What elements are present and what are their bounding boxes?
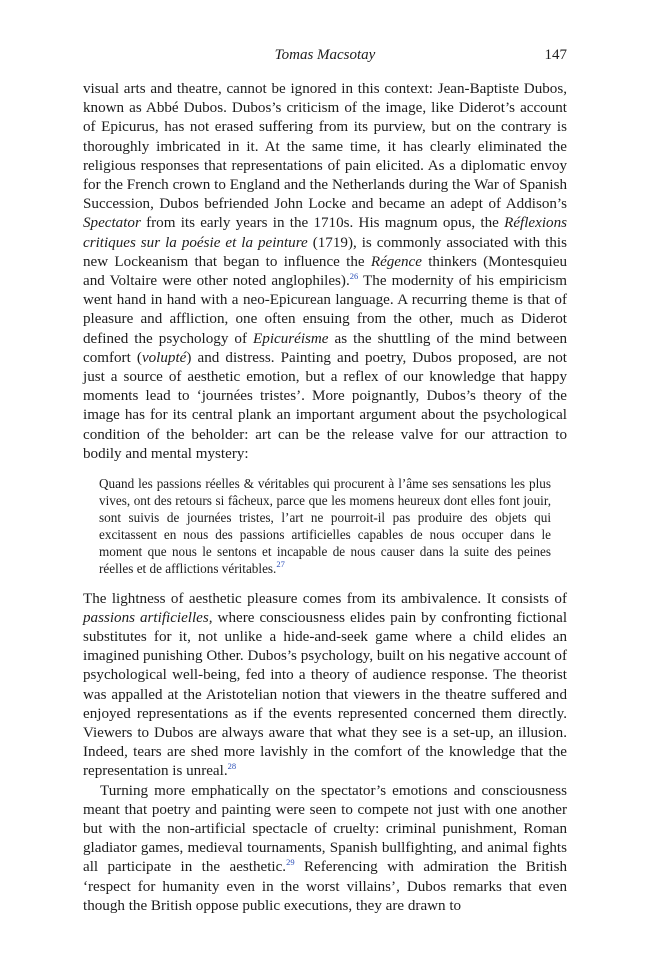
- book-page: [83, 44, 567, 916]
- paragraph-aesthetic-pleasure: The lightness of aesthetic pleasure comes from its ambivalence. It consists of passions artificielles, where consciousness elides pain by confronting fictional substitutes for it, not unlike a hide-and-seek game where a child elides an imagined punishing Other. Dubos’s psychology, built on his negative account of psychological well-being, fed into a theory of audience response. The theorist was appalled at the Aristotelian notion that viewers in the theatre suffered and enjoyed representations as if the events represented concerned them directly. Viewers to Dubos are always aware that what they see is a set-up, an illusion. Indeed, tears are shed more lavishly in the comfort of the knowledge that the representation is unreal.$^{28}$: [83, 590, 568, 780]
- footnote-ref-27[interactable]: 27: [276, 558, 285, 569]
- page-number: 147: [544, 47, 567, 63]
- footnote-ref-28[interactable]: 28: [227, 761, 237, 772]
- paragraph-dubos-intro: visual arts and theatre, cannot be ignored in this context: Jean-Baptiste Dubos, known as Abbé Dubos. Dubos’s criticism of the image, like Diderot’s account of Epicurus, has not erased suffering from its purview, but on the contrary is thoroughly imbricated in it. At the same time, it has clearly eliminated the religious responses that representations of pain elicited. As a diplomatic envoy for the French crown to England and the Netherlands during the War of Spanish Succession, Dubos befriended John Locke and became an adept of Addison’s Spectator from its early years in the 1710s. His magnum opus, the Réflexions critiques sur la poésie et la peinture (1719), is commonly associated with this new Lockeanism that began to influence the Régence thinkers (Montesquieu and Voltaire were other noted anglophiles).$^{26}$ The modernity of his empiricism went hand in hand with a neo-Epicurean language. A recurring theme is that of pleasure and affliction, one often ensuing from the other, much as Diderot defined the psychology of Epicuréisme as the shuttling of the mind between comfort (volupté) and distress. Painting and poetry, Dubos proposed, are not just a source of aesthetic emotion, but a reflex of our knowledge that happy moments lead to ‘journées tristes’. More poignantly, Dubos’s theory of the image has for its central plank an important argument about the psychological condition of the beholder: art can be the release valve for our attraction to bodily and mental mystery:: [83, 81, 568, 462]
- block-quotation: [99, 476, 551, 577]
- body-text: [83, 80, 567, 916]
- running-head-author: Tomas Macsotay: [274, 47, 376, 63]
- footnote-ref-29[interactable]: 29: [286, 857, 295, 868]
- footnote-ref-26[interactable]: 26: [349, 271, 359, 282]
- quotation-text: Quand les passions réelles & véritables qui procurent à l’âme ses sensations les plus vives, ont des retours si fâcheux, parce que les momens heureux dont elles font jouir, sont suivis de journées tristes, l’art ne pourroit-il pas produire des objets qui excitassent en nous des passions artificielles capables de nous occuper dans le moment que nous le sentons et incapable de nous causer dans la suite des peines réelles et de afflictions véritables.$^{27}$: [99, 476, 551, 576]
- running-header: [83, 44, 567, 66]
- paragraph-spectacle-of-cruelty: Turning more emphatically on the spectator’s emotions and consciousness meant that poetry and painting were seen to compete not just with one another but with the non-artificial spectacle of cruelty: criminal punishment, Roman gladiator games, medieval tournaments, Spanish bullfighting, and animal fights all participate in the aesthetic.$^{29}$ Referencing with admiration the British ‘respect for humanity even in the worst villains’, Dubos remarks that even though the British oppose public executions, they are drawn to: [83, 782, 568, 914]
